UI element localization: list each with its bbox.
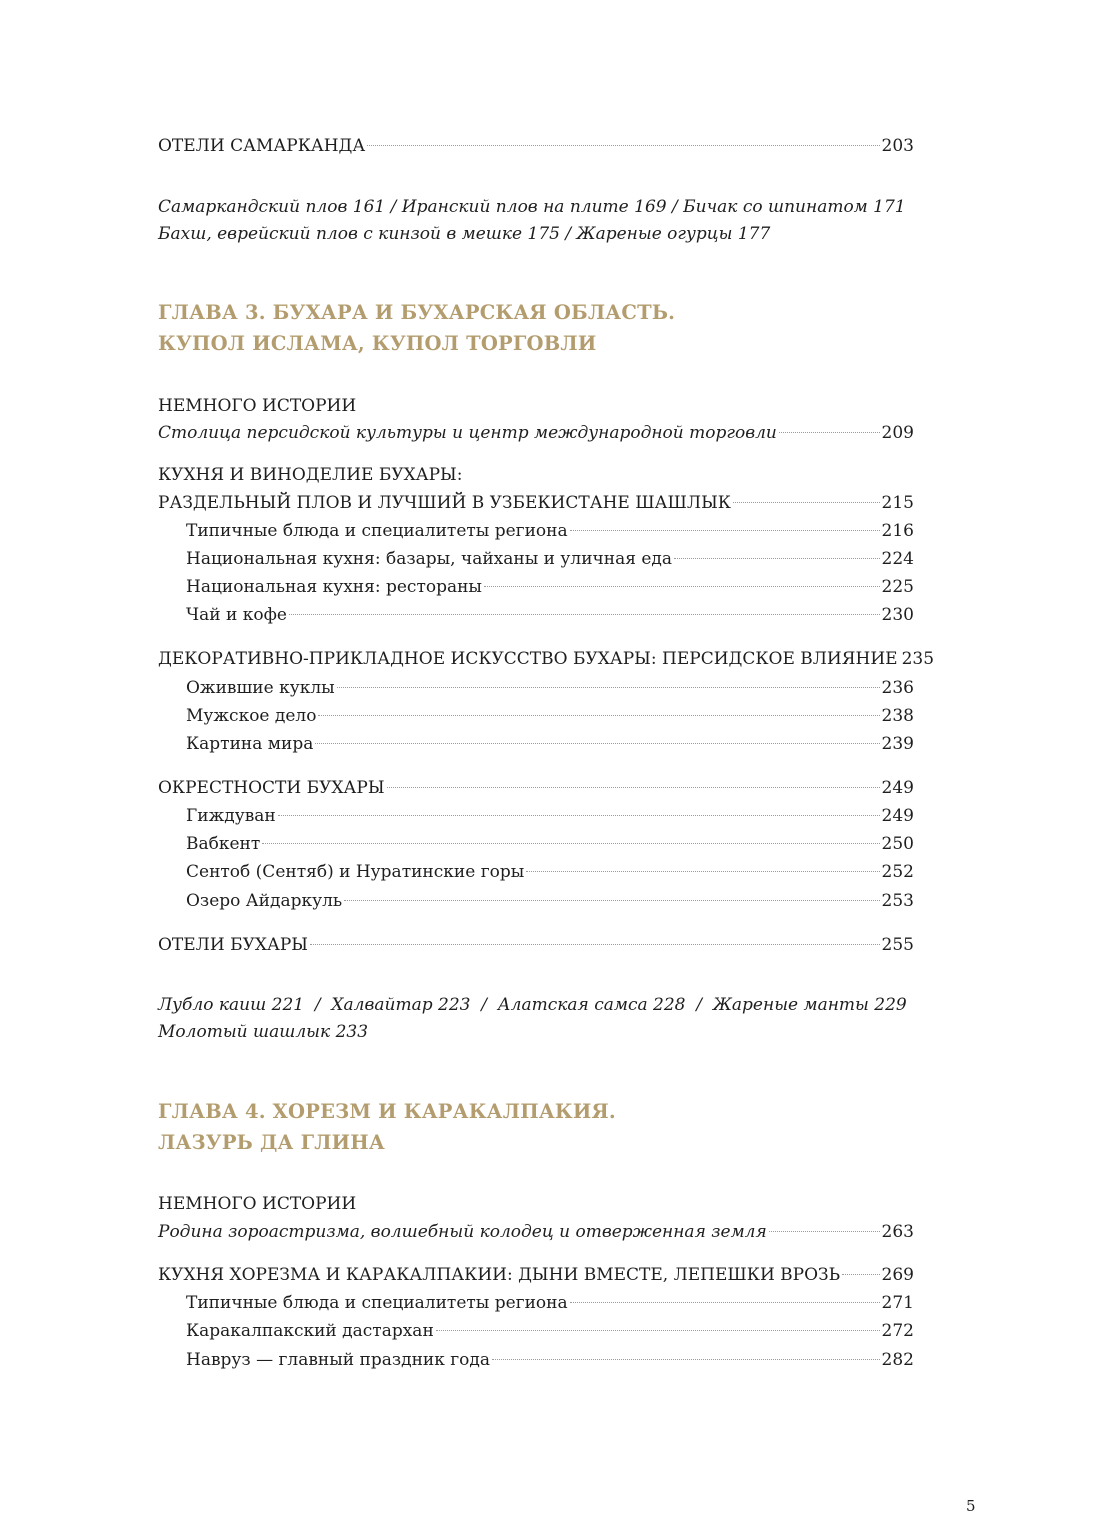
toc-entry[interactable]: [158, 776, 914, 800]
toc-entry[interactable]: [158, 1263, 914, 1287]
recipe-list-line: Самаркандский плов 161 / Иранский плов на плите 169 / Бичак со шпинатом 171: [158, 197, 906, 217]
chapter-4-title-line2: ЛАЗУРЬ ДА ГЛИНА: [158, 1131, 386, 1154]
dot-leader: [570, 530, 880, 531]
toc-subentry[interactable]: [186, 889, 914, 913]
dot-leader: [492, 1359, 880, 1360]
toc-entry-sam-hotels[interactable]: [158, 134, 914, 158]
dot-leader: [842, 1274, 879, 1275]
toc-subentry[interactable]: [186, 1319, 914, 1343]
toc-entry-page: 236: [881, 678, 914, 698]
dot-leader: [436, 1330, 880, 1331]
toc-entry-title: Столица персидской культуры и центр международной торговли: [158, 423, 777, 443]
toc-subentry[interactable]: [186, 575, 914, 599]
dot-leader: [315, 743, 879, 744]
dot-leader: [278, 815, 880, 816]
toc-entry[interactable]: [158, 647, 935, 671]
toc-entry-title: Родина зороастризма, волшебный колодец и отверженная земля: [158, 1222, 767, 1242]
toc-entry-page: 271: [881, 1293, 914, 1313]
page-number: 5: [966, 1497, 976, 1515]
chapter-3-title-line1: ГЛАВА 3. БУХАРА И БУХАРСКАЯ ОБЛАСТЬ.: [158, 301, 676, 324]
dot-leader: [387, 787, 880, 788]
toc-entry-page: 252: [881, 862, 914, 882]
toc-entry-title: КУХНЯ ХОРЕЗМА И КАРАКАЛПАКИИ: ДЫНИ ВМЕСТЕ, ЛЕПЕШКИ ВРОЗЬ: [158, 1265, 841, 1285]
dot-leader: [484, 586, 880, 587]
toc-entry[interactable]: [158, 491, 914, 515]
toc-entry-title: Каракалпакский дастархан: [186, 1321, 434, 1341]
dot-leader: [289, 614, 880, 615]
toc-entry-page: 215: [881, 493, 914, 513]
toc-entry-page: 225: [881, 577, 914, 597]
toc-entry-title: Чай и кофе: [186, 605, 287, 625]
toc-entry-title: РАЗДЕЛЬНЫЙ ПЛОВ И ЛУЧШИЙ В УЗБЕКИСТАНЕ ШАШЛЫК: [158, 493, 731, 513]
toc-entry-page: 224: [881, 549, 914, 569]
recipe-list-line: Лубло каиш 221 / Халвайтар 223 / Алатская самса 228 / Жареные манты 229: [158, 995, 907, 1015]
toc-entry-page: 235: [901, 649, 935, 669]
toc-page: [158, 0, 935, 1523]
toc-subentry[interactable]: [186, 1291, 914, 1315]
dot-leader: [526, 871, 879, 872]
chapter-3-title-line2: КУПОЛ ИСЛАМА, КУПОЛ ТОРГОВЛИ: [158, 332, 597, 355]
recipe-list-line: Бахш, еврейский плов с кинзой в мешке 175 / Жареные огурцы 177: [158, 224, 771, 244]
toc-subentry[interactable]: [186, 704, 914, 728]
toc-subentry[interactable]: [186, 547, 914, 571]
toc-entry-title: ОТЕЛИ БУХАРЫ: [158, 935, 309, 955]
section-heading: НЕМНОГО ИСТОРИИ: [158, 1194, 357, 1214]
toc-entry-page: 253: [881, 891, 914, 911]
toc-entry-title: Типичные блюда и специалитеты региона: [186, 1293, 568, 1313]
dot-leader: [344, 900, 879, 901]
toc-entry-title: Озеро Айдаркуль: [186, 891, 343, 911]
toc-entry-page: 272: [881, 1321, 914, 1341]
dot-leader: [570, 1302, 880, 1303]
toc-entry-title: ОТЕЛИ САМАРКАНДА: [158, 136, 366, 156]
toc-entry-page: 203: [881, 136, 914, 156]
toc-entry-title: ОКРЕСТНОСТИ БУХАРЫ: [158, 778, 385, 798]
toc-entry-page: 282: [881, 1350, 914, 1370]
dot-leader: [262, 843, 879, 844]
toc-entry-page: 216: [881, 521, 914, 541]
recipe-list-line: Молотый шашлык 233: [158, 1022, 369, 1042]
toc-entry-page: 249: [881, 806, 914, 826]
dot-leader: [674, 558, 880, 559]
toc-entry-page: 239: [881, 734, 914, 754]
toc-entry-page: 269: [881, 1265, 914, 1285]
dot-leader: [733, 502, 880, 503]
section-heading: КУХНЯ И ВИНОДЕЛИЕ БУХАРЫ:: [158, 465, 463, 485]
chapter-4-title-line1: ГЛАВА 4. ХОРЕЗМ И КАРАКАЛПАКИЯ.: [158, 1100, 616, 1123]
toc-entry[interactable]: [158, 421, 914, 445]
toc-entry-title: Картина мира: [186, 734, 314, 754]
toc-entry-title: Вабкент: [186, 834, 261, 854]
dot-leader: [367, 145, 879, 146]
toc-entry-page: 230: [881, 605, 914, 625]
toc-subentry[interactable]: [186, 732, 914, 756]
dot-leader: [318, 715, 879, 716]
dot-leader: [769, 1231, 880, 1232]
toc-subentry[interactable]: [186, 519, 914, 543]
toc-entry-title: Сентоб (Сентяб) и Нуратинские горы: [186, 862, 525, 882]
toc-entry-title: Национальная кухня: базары, чайханы и уличная еда: [186, 549, 673, 569]
toc-entry[interactable]: [158, 1220, 914, 1244]
toc-entry[interactable]: [158, 933, 914, 957]
toc-entry-title: Национальная кухня: рестораны: [186, 577, 482, 597]
toc-entry-title: Гиждуван: [186, 806, 276, 826]
toc-entry-page: 263: [881, 1222, 914, 1242]
toc-subentry[interactable]: [186, 1348, 914, 1372]
toc-subentry[interactable]: [186, 860, 914, 884]
toc-entry-title: ДЕКОРАТИВНО-ПРИКЛАДНОЕ ИСКУССТВО БУХАРЫ: ПЕРСИДСКОЕ ВЛИЯНИЕ: [158, 649, 898, 669]
dot-leader: [310, 944, 880, 945]
toc-subentry[interactable]: [186, 832, 914, 856]
dot-leader: [779, 432, 880, 433]
toc-entry-title: Ожившие куклы: [186, 678, 335, 698]
toc-entry-page: 250: [881, 834, 914, 854]
toc-entry-page: 249: [881, 778, 914, 798]
toc-entry-title: Типичные блюда и специалитеты региона: [186, 521, 568, 541]
toc-subentry[interactable]: [186, 804, 914, 828]
toc-entry-page: 209: [881, 423, 914, 443]
toc-entry-page: 238: [881, 706, 914, 726]
toc-entry-title: Навруз — главный праздник года: [186, 1350, 491, 1370]
toc-entry-title: Мужское дело: [186, 706, 317, 726]
toc-subentry[interactable]: [186, 676, 914, 700]
section-heading: НЕМНОГО ИСТОРИИ: [158, 396, 357, 416]
dot-leader: [337, 687, 880, 688]
toc-subentry[interactable]: [186, 603, 914, 627]
toc-entry-page: 255: [881, 935, 914, 955]
